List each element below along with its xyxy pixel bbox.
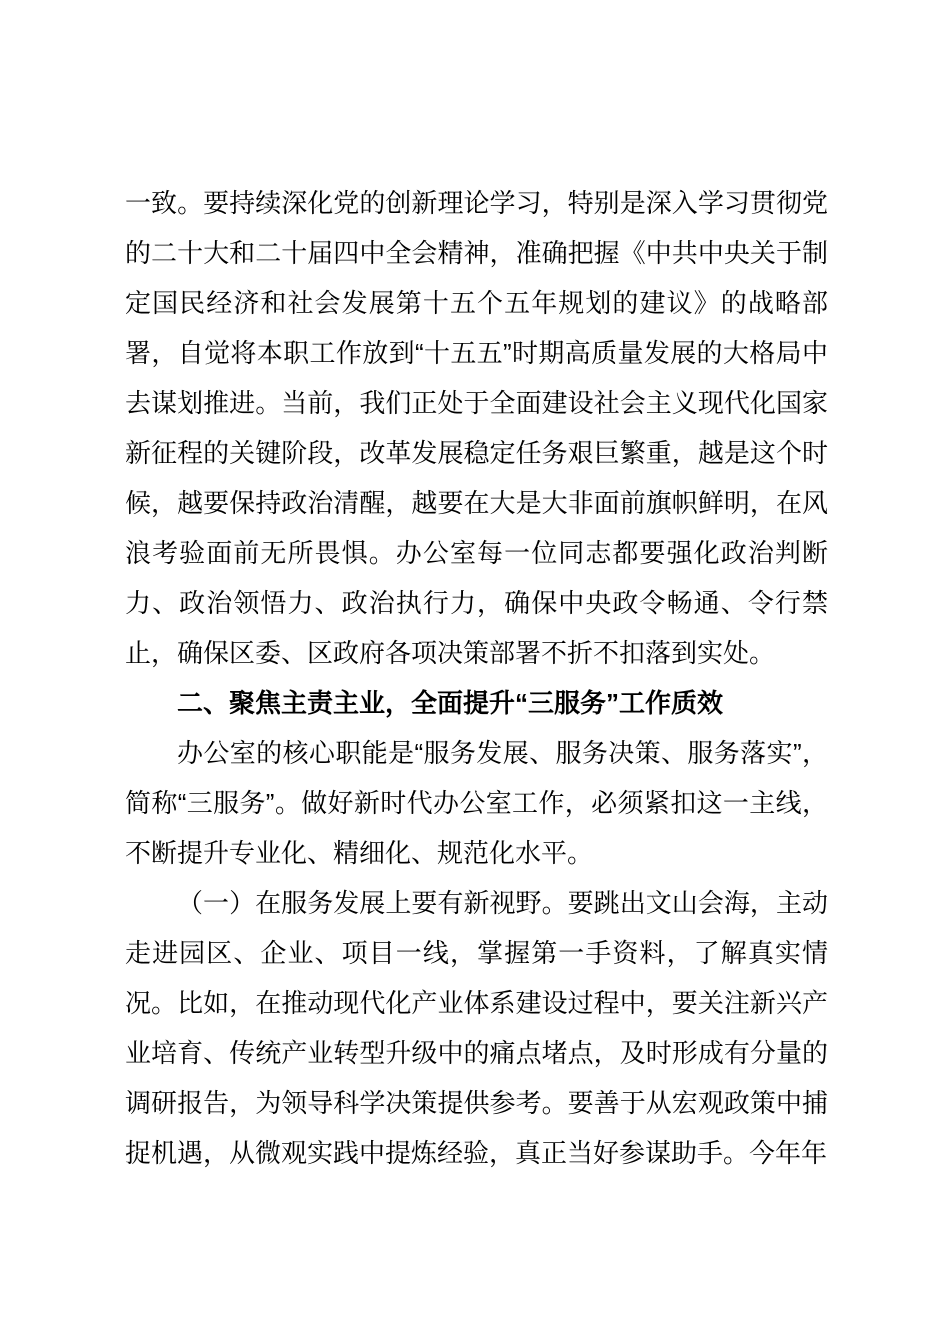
section-heading-two: 二、聚焦主责主业，全面提升“三服务”工作质效 bbox=[177, 688, 724, 718]
paragraph-political-study: 一致。要持续深化党的创新理论学习，特别是深入学习贯彻党的二十大和二十届四中全会精神，准确把握《中共中央关于制定国民经济和社会发展第十五个五年规划的建议》的战略部署，自觉将本职工作放到“十五五”时期高质量发展的大格局中去谋划推进。当前，我们正处于全面建设社会主义现代化国家新征程的关键阶段，改革发展稳定任务艰巨繁重，越是这个时候，越要保持政治清醒，越要在大是大非面前旗帜鲜明，在风浪考验面前无所畏惧。办公室每一位同志都要强化政治判断力、政治领悟力、政治执行力，确保中央政令畅通、令行禁止，确保区委、区政府各项决策部署不折不扣落到实处。 bbox=[125, 188, 828, 668]
paragraph-three-services: 办公室的核心职能是“服务发展、服务决策、服务落实”，简称“三服务”。做好新时代办公室工作，必须紧扣这一主线，不断提升专业化、精细化、规范化水平。 bbox=[125, 738, 828, 868]
paragraph-serve-development: （一）在服务发展上要有新视野。要跳出文山会海，主动走进园区、企业、项目一线，掌握第一手资料，了解真实情况。比如，在推动现代化产业体系建设过程中，要关注新兴产业培育、传统产业转型升级中的痛点堵点，及时形成有分量的调研报告，为领导科学决策提供参考。要善于从宏观政策中捕捉机遇，从微观实践中提炼经验，真正当好参谋助手。今年年 bbox=[125, 888, 828, 1168]
